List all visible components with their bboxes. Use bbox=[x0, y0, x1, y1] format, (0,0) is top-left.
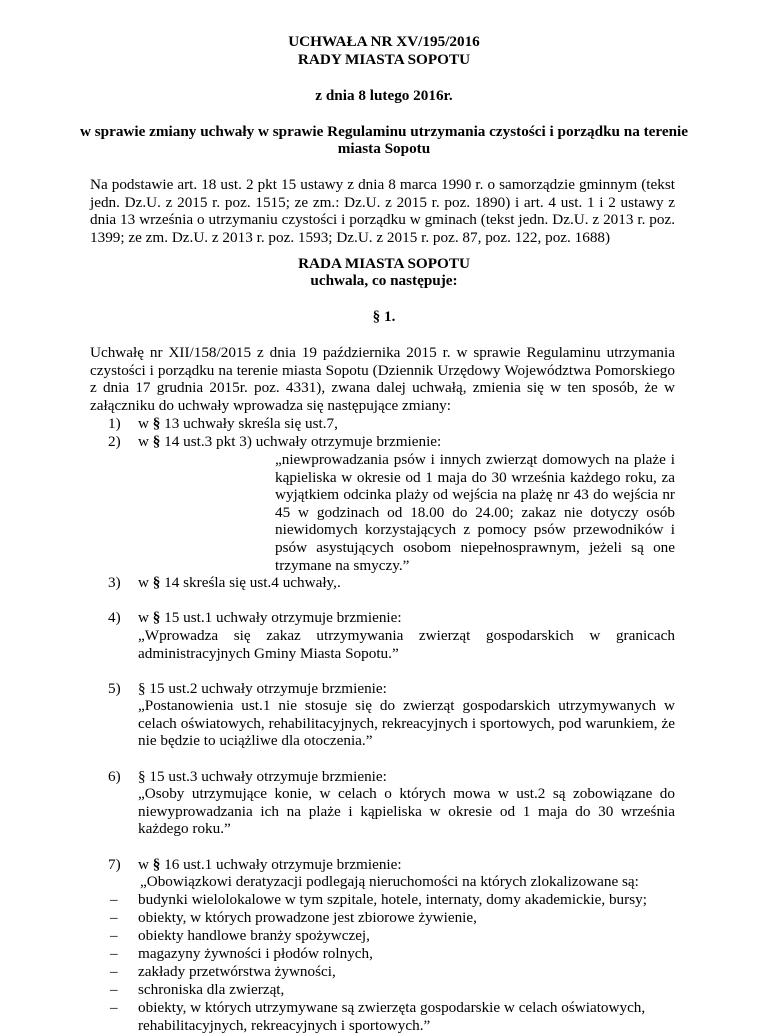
bullet-dash: – bbox=[110, 927, 118, 944]
council-name: RADY MIASTA SOPOTU bbox=[297, 51, 471, 68]
item-text: § 15 ust.2 uchwały otrzymuje brzmienie: bbox=[138, 680, 387, 697]
resolution-subheading: uchwala, co następuje: bbox=[310, 272, 458, 289]
bullet-text: budynki wielolokalowe w tym szpitale, hotele, internaty, domy akademickie, bursy; bbox=[138, 891, 647, 908]
item-text: w § 13 uchwały skreśla się ust.7, bbox=[138, 415, 338, 432]
bullet-continuation: rehabilitacyjnych, rekreacyjnych i sportowych.” bbox=[138, 1017, 431, 1034]
bullet-text: magazyny żywności i płodów rolnych, bbox=[138, 945, 373, 962]
bullet-item bbox=[110, 963, 336, 981]
bullet-item bbox=[110, 909, 477, 927]
bullet-dash: – bbox=[110, 963, 118, 980]
bullet-item bbox=[110, 927, 370, 945]
item-number: 5) bbox=[108, 680, 121, 697]
section-intro: Uchwałę nr XII/158/2015 z dnia 19 października 2015 r. w sprawie Regulaminu utrzymania czystości i porządku na terenie miasta Sopotu (Dziennik Urzędowy Województwa Pomorskiego z dnia 17 grudnia 2015r. poz. 4331), zwana dalej uchwałą, zmienia się w ten sposób, że w załączniku do uchwały wprowadza się następujące zmiany: bbox=[90, 344, 675, 414]
item-number: 6) bbox=[108, 768, 121, 785]
subject-line-1: w sprawie zmiany uchwały w sprawie Regulaminu utrzymania czystości i porządku na terenie bbox=[79, 123, 689, 140]
list-item bbox=[108, 856, 402, 874]
section-heading: § 1. bbox=[372, 308, 396, 325]
item-number: 1) bbox=[108, 415, 121, 432]
bullet-dash: – bbox=[110, 891, 118, 908]
bullet-item bbox=[110, 945, 373, 963]
list-item bbox=[108, 609, 402, 627]
list-item bbox=[108, 574, 341, 592]
bullet-item bbox=[110, 999, 645, 1017]
item-text: w § 14 skreśla się ust.4 uchwały,. bbox=[138, 574, 341, 591]
resolution-heading: RADA MIASTA SOPOTU bbox=[298, 255, 470, 272]
preamble: Na podstawie art. 18 ust. 2 pkt 15 ustawy z dnia 8 marca 1990 r. o samorządzie gminnym (tekst jedn. Dz.U. z 2015 r. poz. 1515; ze zm.: Dz.U. z 2015 r. poz. 1890) i art. 4 ust. 1 i 2 ustawy z dnia 13 września o utrzymaniu czystości i porządku w gminach (tekst jedn. Dz.U. z 2013 r. poz. 1399; ze zm. Dz.U. z 2013 r. poz. 1593; Dz.U. z 2015 r. poz. 87, poz. 122, poz. 1688) bbox=[90, 176, 675, 246]
bullet-text: zakłady przetwórstwa żywności, bbox=[138, 963, 336, 980]
list-item bbox=[108, 433, 441, 451]
bullet-dash: – bbox=[110, 909, 118, 926]
list-item bbox=[108, 415, 338, 433]
item-quote-line-1: „Wprowadza się zakaz utrzymywania zwierząt gospodarskich w granicach bbox=[138, 627, 675, 644]
item-text: w § 16 ust.1 uchwały otrzymuje brzmienie: bbox=[138, 856, 402, 873]
item-text: w § 15 ust.1 uchwały otrzymuje brzmienie: bbox=[138, 609, 402, 626]
bullet-text: obiekty, w których utrzymywane są zwierzęta gospodarskie w celach oświatowych, bbox=[138, 999, 646, 1016]
bullet-dash: – bbox=[110, 999, 118, 1016]
subject-line-2: miasta Sopotu bbox=[337, 140, 431, 157]
item-number: 7) bbox=[108, 856, 121, 873]
item-quote-line-2: administracyjnych Gminy Miasta Sopotu.” bbox=[138, 645, 399, 662]
item-text: § 15 ust.3 uchwały otrzymuje brzmienie: bbox=[138, 768, 387, 785]
bullet-text: schroniska dla zwierząt, bbox=[138, 981, 285, 998]
bullet-item bbox=[110, 891, 647, 909]
item-text: w § 14 ust.3 pkt 3) uchwały otrzymuje brzmienie: bbox=[138, 433, 442, 450]
document-date: z dnia 8 lutego 2016r. bbox=[315, 87, 453, 104]
bullet-item bbox=[110, 981, 284, 999]
item-quote: „Postanowienia ust.1 nie stosuje się do zwierząt gospodarskich utrzymywanych w celach oświatowych, rehabilitacyjnych, rekreacyjnych i sportowych, pod warunkiem, że nie będzie to uciążliwe dla otoczenia.” bbox=[138, 697, 675, 750]
bullet-dash: – bbox=[110, 981, 118, 998]
list-item bbox=[108, 768, 387, 786]
bullet-text: obiekty, w których prowadzone jest zbiorowe żywienie, bbox=[138, 909, 477, 926]
item-quote: „niewprowadzania psów i innych zwierząt domowych na plaże i kąpieliska w okresie od 1 maja do 30 września każdego roku, za wyjątkiem odcinka plaży od wejścia na plażę nr 43 do wejścia nr 45 w godzinach od 18.00 do 24.00; zakaz nie dotyczy osób niewidomych korzystających z pomocy psów przewodników i psów asystujących osobom niepełnosprawnym, jeżeli są one trzymane na smyczy.” bbox=[275, 451, 675, 574]
item-number: 3) bbox=[108, 574, 121, 591]
item-quote: „Osoby utrzymujące konie, w celach o których mowa w ust.2 są zobowiązane do niewyprowadzania ich na plaże i kąpieliska w okresie od 1 maja do 30 września każdego roku.” bbox=[138, 785, 675, 838]
list-item bbox=[108, 680, 387, 698]
bullet-dash: – bbox=[110, 945, 118, 962]
document-title: UCHWAŁA NR XV/195/2016 bbox=[288, 33, 480, 50]
item-number: 4) bbox=[108, 609, 121, 626]
bullet-text: obiekty handlowe branży spożywczej, bbox=[138, 927, 370, 944]
item-quote: „Obowiązkowi deratyzacji podlegają nieruchomości na których zlokalizowane są: bbox=[140, 873, 639, 890]
item-number: 2) bbox=[108, 433, 121, 450]
